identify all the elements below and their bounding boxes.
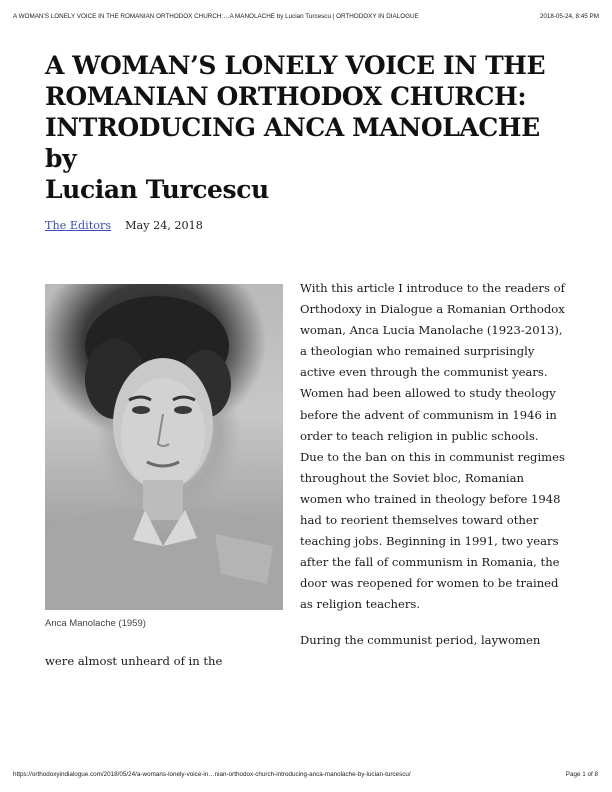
article-title bbox=[45, 50, 565, 205]
page-url: https://orthodoxyindialogue.com/2018/05/24/a-womans-lonely-voice-in…nian-orthodox-church-introducing-anca-manolache-by-lucian-turcescu/ bbox=[13, 771, 411, 778]
figure-caption: Anca Manolache (1959) bbox=[45, 618, 146, 629]
article-figure bbox=[45, 284, 283, 629]
article-header bbox=[45, 50, 565, 232]
author-link[interactable]: The Editors bbox=[45, 219, 112, 232]
post-date: May 24, 2018 bbox=[125, 219, 203, 232]
print-header bbox=[13, 13, 599, 20]
article-paragraph: With this article I introduce to the readers of Orthodoxy in Dialogue a Romanian Orthodox woman, Anca Lucia Manolache (1923-2013), a theologian who remained surprisingly active even through the communist years. Women had been allowed to study theology before the advent of communism in 1946 in order to teach religion in public schools. Due to the ban on this in communist regimes throughout the Soviet bloc, Romanian women who trained in theology before 1948 had to reorient themselves toward other teaching jobs. Beginning in 1991, two years after the fall of communism in Romania, the door was reopened for women to be trained as religion teachers. bbox=[300, 281, 565, 612]
print-header-timestamp: 2018-05-24, 8:45 PM bbox=[539, 13, 599, 20]
byline bbox=[45, 219, 565, 232]
article-title-text: A WOMAN’S LONELY VOICE IN THE ROMANIAN ORTHODOX CHURCH: INTRODUCING ANCA MANOLACHE by bbox=[45, 51, 546, 173]
article-body bbox=[45, 278, 565, 686]
portrait-photo-icon bbox=[45, 284, 283, 610]
article-title-author: Lucian Turcescu bbox=[45, 175, 269, 204]
page-number: Page 1 of 8 bbox=[565, 771, 598, 778]
article-paragraph: During the communist period, laywomen were almost unheard of in the bbox=[45, 632, 541, 668]
print-footer bbox=[13, 771, 598, 778]
print-header-title: A WOMAN’S LONELY VOICE IN THE ROMANIAN ORTHODOX CHURCH:…A MANOLACHE by Lucian Turcescu | ORTHODOXY IN DIALOGUE bbox=[13, 13, 419, 20]
